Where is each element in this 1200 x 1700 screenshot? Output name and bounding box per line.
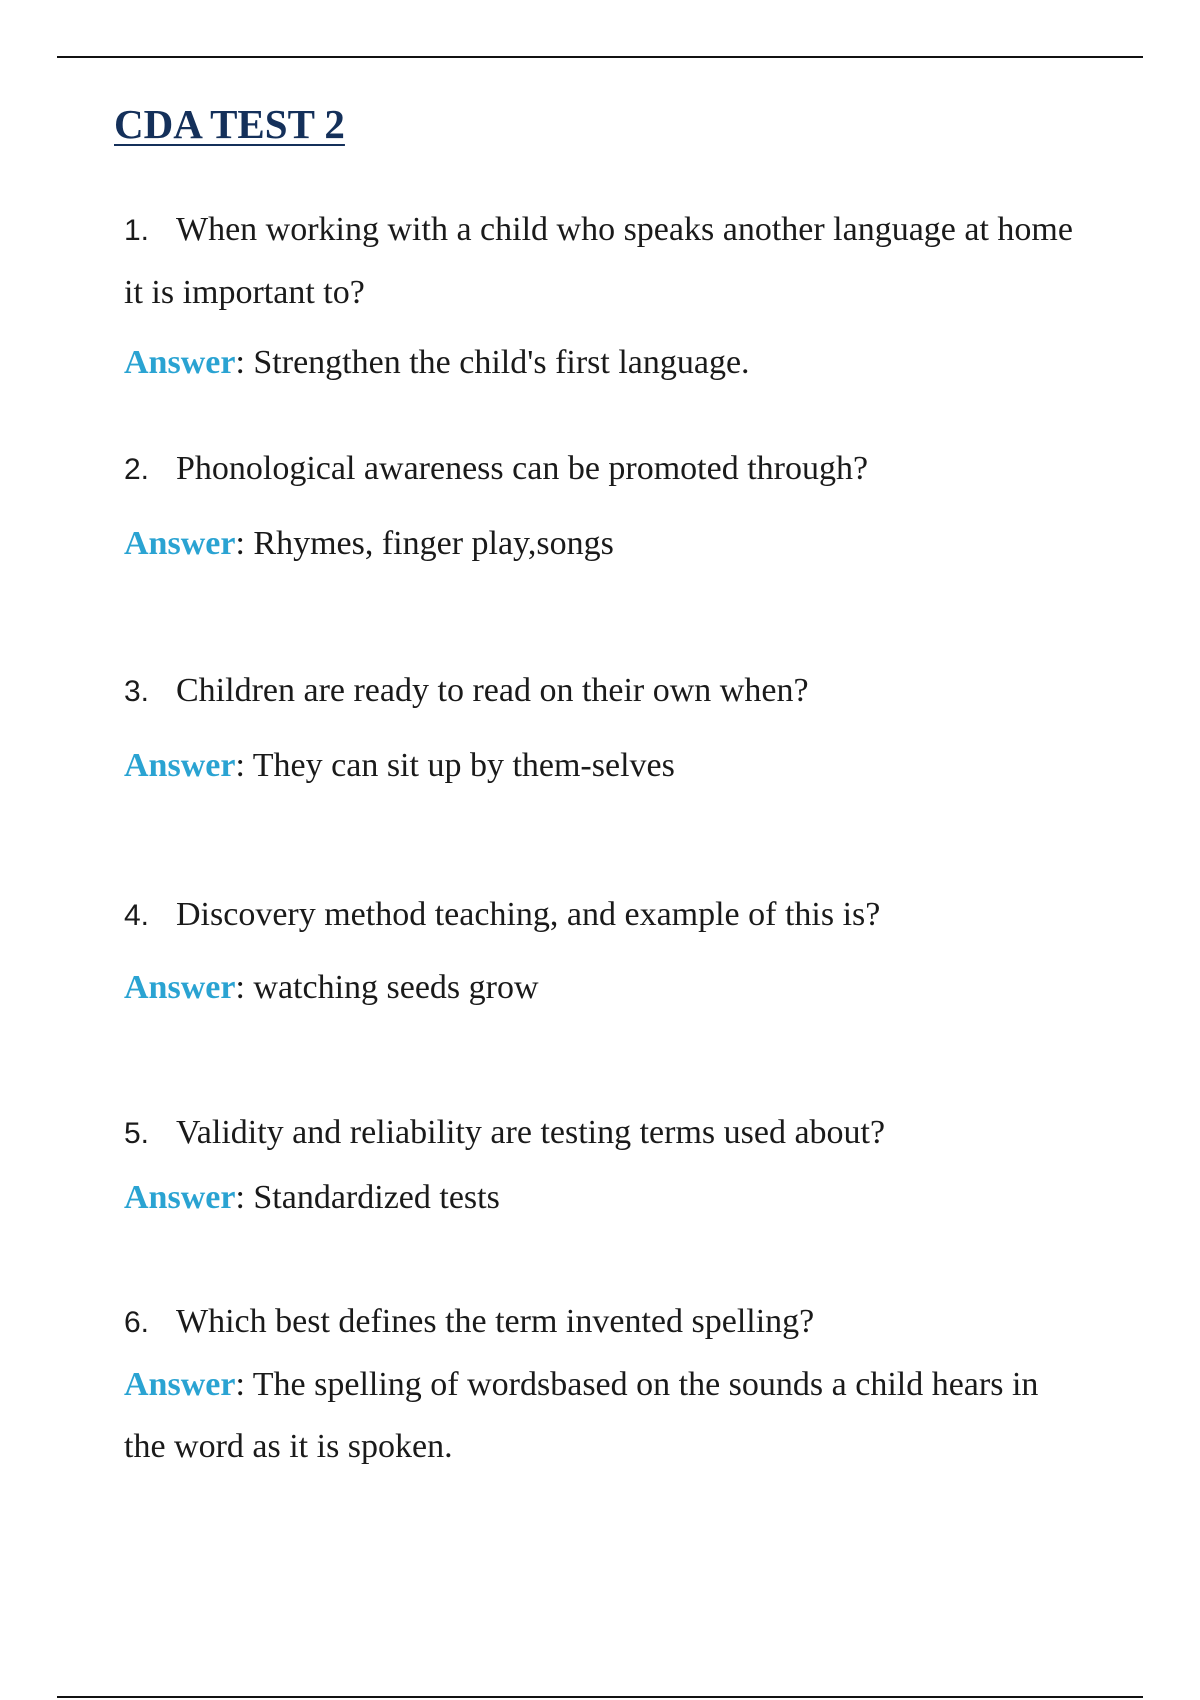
qa-item-4 xyxy=(124,884,1084,1019)
answer-4: Answer: watching seeds grow xyxy=(124,969,539,1006)
question-number: 3. xyxy=(124,675,150,708)
answer-2: Answer: Rhymes, finger play,songs xyxy=(124,525,614,562)
qa-item-3 xyxy=(124,660,1084,797)
answer-3: Answer: They can sit up by them-selves xyxy=(124,747,675,784)
answer-text: Standardized tests xyxy=(253,1179,500,1216)
question-text: Which best defines the term invented spelling? xyxy=(176,1303,815,1340)
question-text: Children are ready to read on their own when? xyxy=(176,672,809,709)
answer-text: They can sit up by them-selves xyxy=(252,747,675,784)
answer-label: Answer xyxy=(124,344,236,381)
answer-label: Answer xyxy=(124,969,236,1006)
question-number: 4. xyxy=(124,899,150,932)
answer-label: Answer xyxy=(124,525,236,562)
question-2 xyxy=(124,438,1084,501)
answer-text: Rhymes, finger play,songs xyxy=(253,525,614,562)
top-rule xyxy=(57,56,1143,58)
question-5 xyxy=(124,1102,1084,1165)
answer-label: Answer xyxy=(124,1179,236,1216)
question-3 xyxy=(124,660,1084,723)
question-text: Validity and reliability are testing terms used about? xyxy=(176,1114,886,1151)
answer-5: Answer: Standardized tests xyxy=(124,1179,500,1216)
answer-text: The spelling of wordsbased on the sounds a child hears in the word as it is spoken. xyxy=(124,1366,1039,1465)
document-title: CDA TEST 2 xyxy=(114,101,345,147)
question-number: 5. xyxy=(124,1117,150,1150)
question-number: 2. xyxy=(124,453,150,486)
question-text: Phonological awareness can be promoted through? xyxy=(176,450,869,487)
question-text: Discovery method teaching, and example of this is? xyxy=(176,896,881,933)
answer-text: watching seeds grow xyxy=(253,969,539,1006)
answer-label: Answer xyxy=(124,747,236,784)
question-6 xyxy=(124,1291,1084,1354)
answer-6: Answer: The spelling of wordsbased on the sounds a child hears in the word as it is spoken. xyxy=(124,1366,1039,1465)
answer-text: Strengthen the child's first language. xyxy=(253,344,750,381)
question-1 xyxy=(124,199,1084,324)
question-4 xyxy=(124,884,1084,947)
qa-item-6 xyxy=(124,1291,1084,1478)
question-text: When working with a child who speaks another language at home it is important to? xyxy=(124,211,1073,311)
question-number: 1. xyxy=(124,214,150,247)
qa-item-1 xyxy=(124,199,1084,394)
answer-1: Answer: Strengthen the child's first language. xyxy=(124,344,750,381)
qa-item-5 xyxy=(124,1102,1084,1229)
bottom-rule xyxy=(57,1696,1143,1698)
answer-label: Answer xyxy=(124,1366,236,1403)
qa-item-2 xyxy=(124,438,1084,575)
question-number: 6. xyxy=(124,1306,150,1339)
